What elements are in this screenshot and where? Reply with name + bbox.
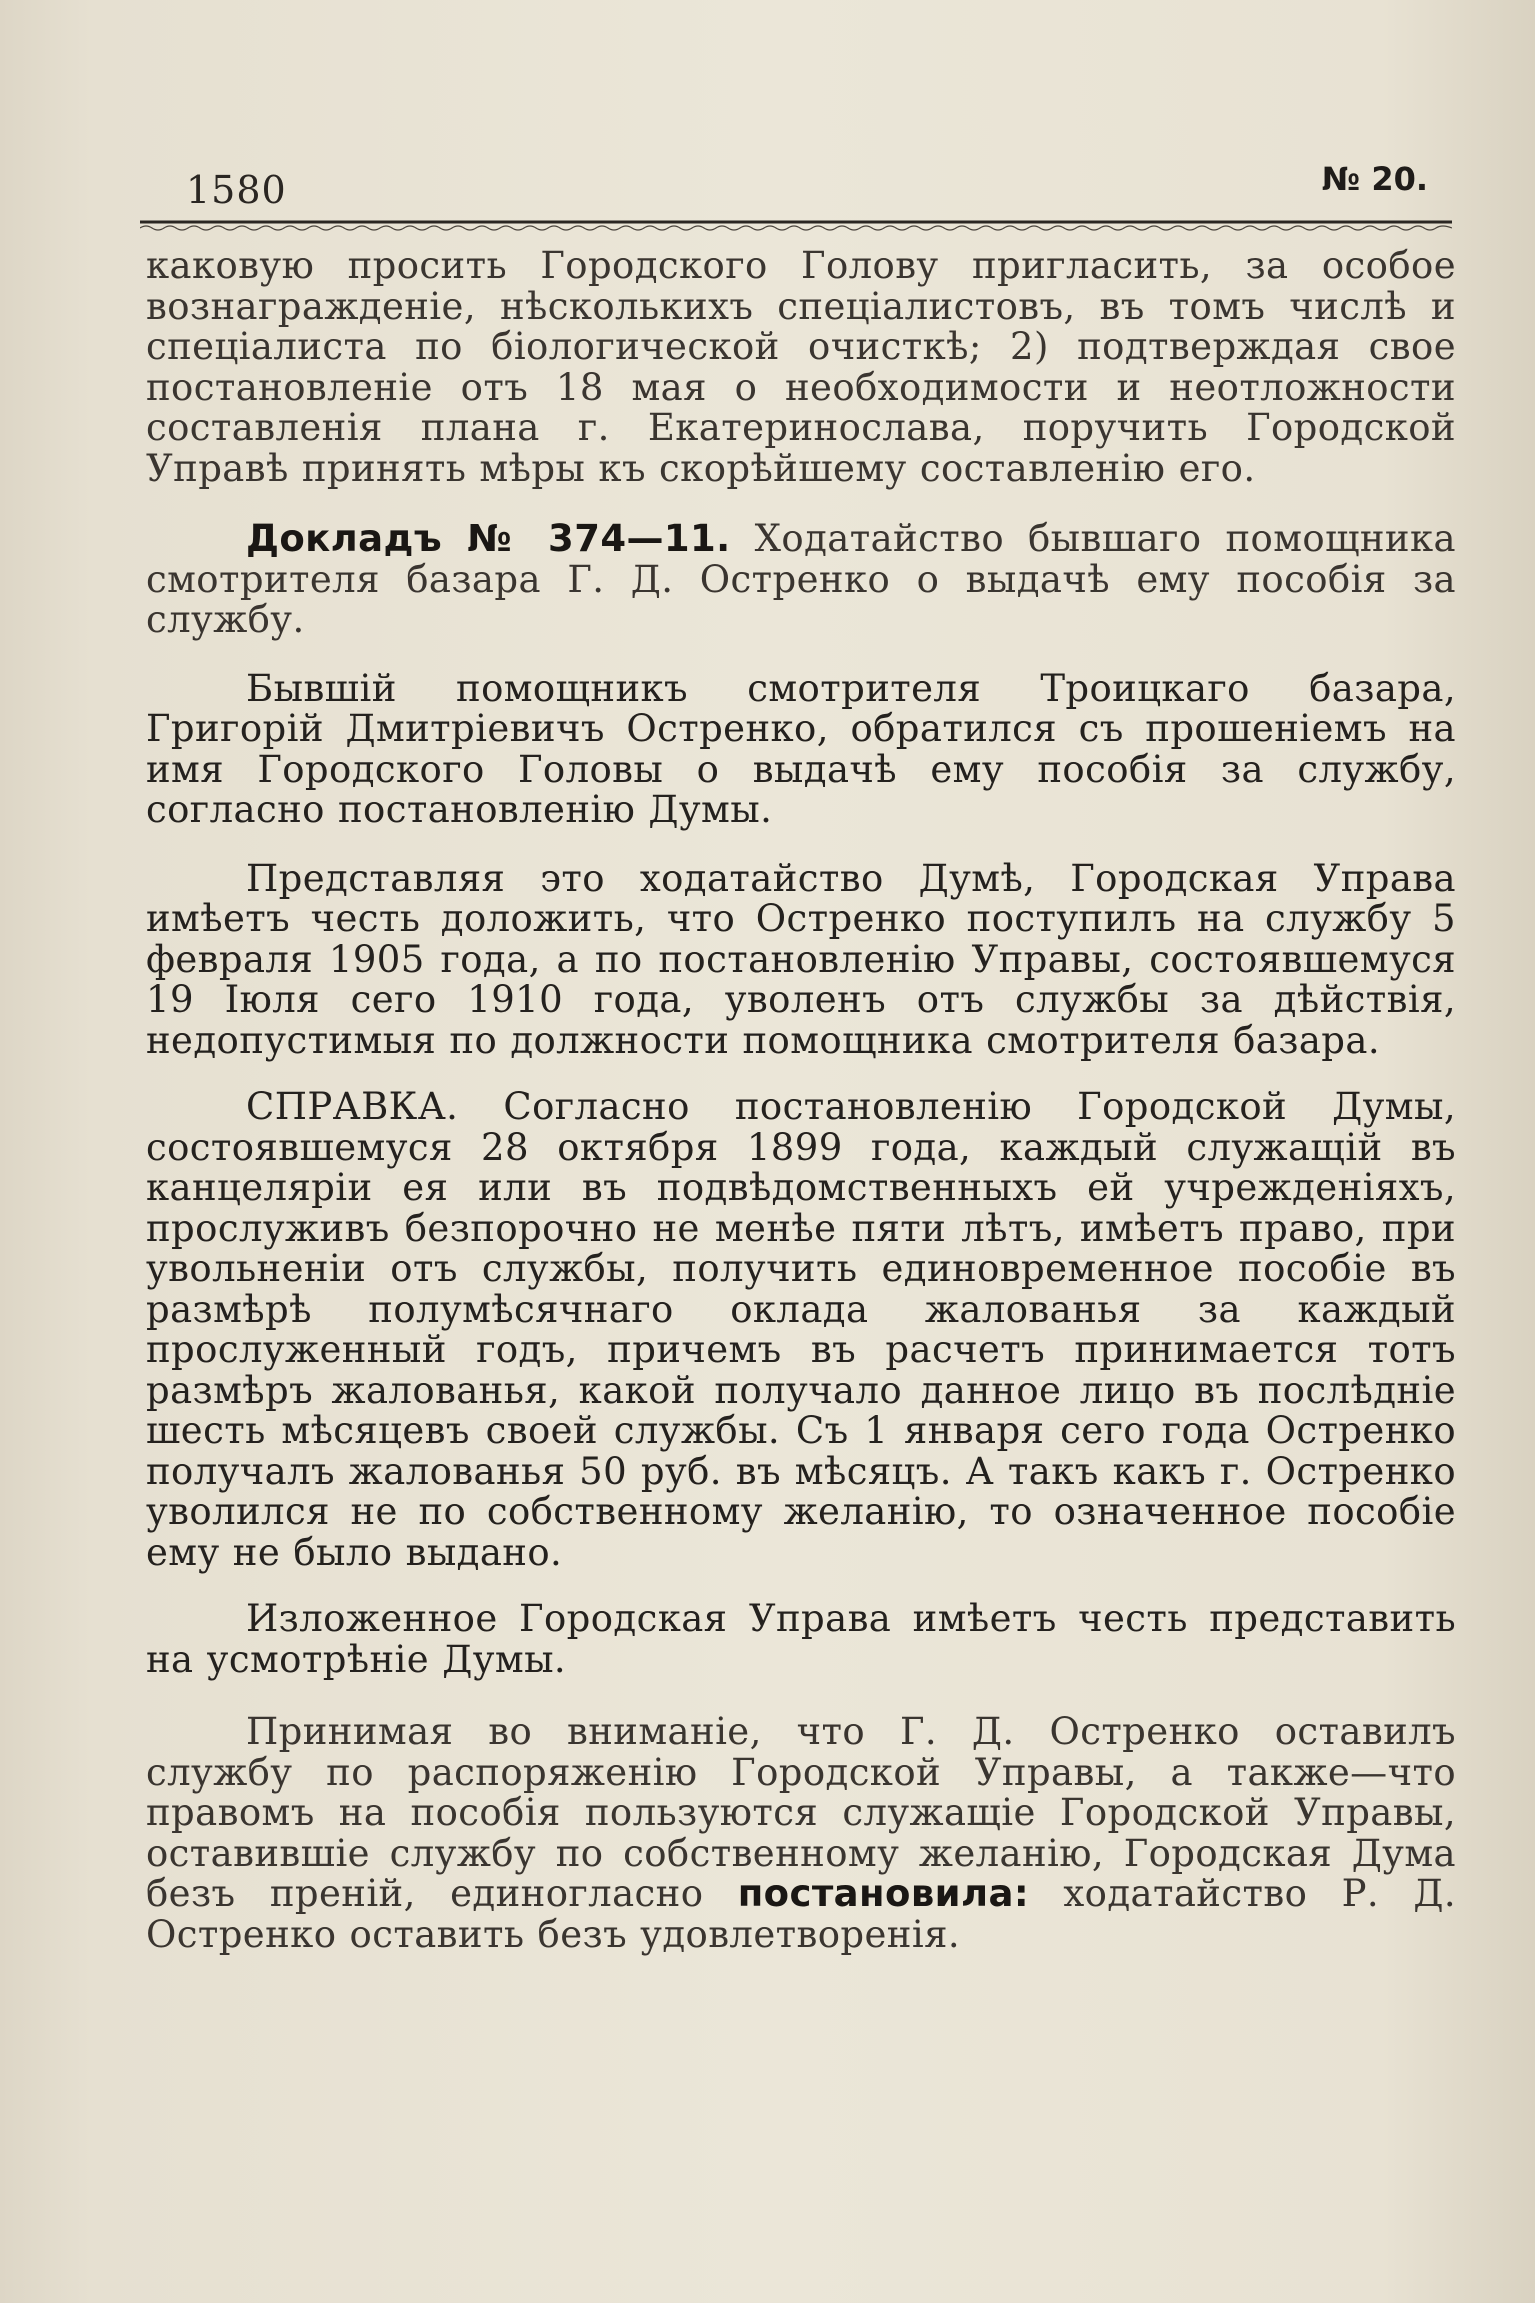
report-heading-paragraph (146, 519, 1456, 641)
report-title: Ходатайство бывшаго помощника смотрителя базара Г. Д. Остренко о выдачѣ ему пособія за службу. (146, 517, 1456, 641)
paragraph-board-report: Представляя это ходатайство Думѣ, Городская Управа имѣетъ честь доложить, что Остренко поступилъ на службу 5 февраля 1905 года, а по постановленію Управы, состоявшемуся 19 Іюля сего 1910 года, уволенъ отъ службы за дѣйствія, недопустимыя по должности помощника смотрителя базара. (146, 856, 1456, 1062)
resolution-text-before: Принимая во вниманіе, что Г. Д. Остренко оставилъ службу по распоряженію Городской Управы, а также—что правомъ на пособія пользуются служащіе Городской Управы, оставившіе службу по собственному желанію, Городская Дума безъ преній, единогласно (146, 1710, 1456, 1915)
issue-number: № 20. (1321, 160, 1428, 198)
paragraph-submission: Изложенное Городская Управа имѣетъ честь представить на усмотрѣніе Думы. (146, 1597, 1456, 1681)
paragraph-resolution (146, 1712, 1456, 1955)
document-body (146, 246, 1456, 1955)
resolution-keyword: постановила: (737, 1872, 1030, 1915)
header-divider (140, 220, 1452, 234)
page-header (186, 160, 1448, 220)
page-number: 1580 (186, 168, 287, 212)
paragraph-reference: СПРАВКА. Согласно постановленію Городской Думы, состоявшемуся 28 октября 1899 года, каждый служащій въ канцеляріи ея или въ подвѣдомственныхъ ей учрежденіяхъ, прослуживъ безпорочно не менѣе пяти лѣтъ, имѣетъ право, при увольненіи отъ службы, получить единовременное пособіе въ размѣрѣ полумѣсячнаго оклада жалованья за каждый прослуженный годъ, причемъ въ расчетъ принимается тотъ размѣръ жалованья, какой получало данное лицо въ послѣдніе шесть мѣсяцевъ своей службы. Съ 1 января сего года Остренко получалъ жалованья 50 руб. въ мѣсяцъ. А такъ какъ г. Остренко уволился не по собственному желанію, то означенное пособіе ему не было выдано. (146, 1085, 1456, 1574)
resolution-text-after: ходатайство Р. Д. Остренко оставить безъ удовлетворенія. (146, 1872, 1456, 1956)
paragraph-continuation: каковую просить Городского Голову пригласить, за особое вознагражденіе, нѣсколькихъ спеціалистовъ, въ томъ числѣ и спеціалиста по біологической очисткѣ; 2) подтверждая свое постановленіе отъ 18 мая о необходимости и неотложности составленія плана г. Екатеринослава, поручить Городской Управѣ принять мѣры къ скорѣйшему составленію его. (146, 244, 1456, 490)
paragraph-petition: Бывшій помощникъ смотрителя Троицкаго базара, Григорій Дмитріевичъ Остренко, обратился съ прошеніемъ на имя Городского Головы о выдачѣ ему пособія за службу, согласно постановленію Думы. (146, 666, 1456, 831)
report-label: Докладъ № 374—11. (246, 517, 731, 560)
